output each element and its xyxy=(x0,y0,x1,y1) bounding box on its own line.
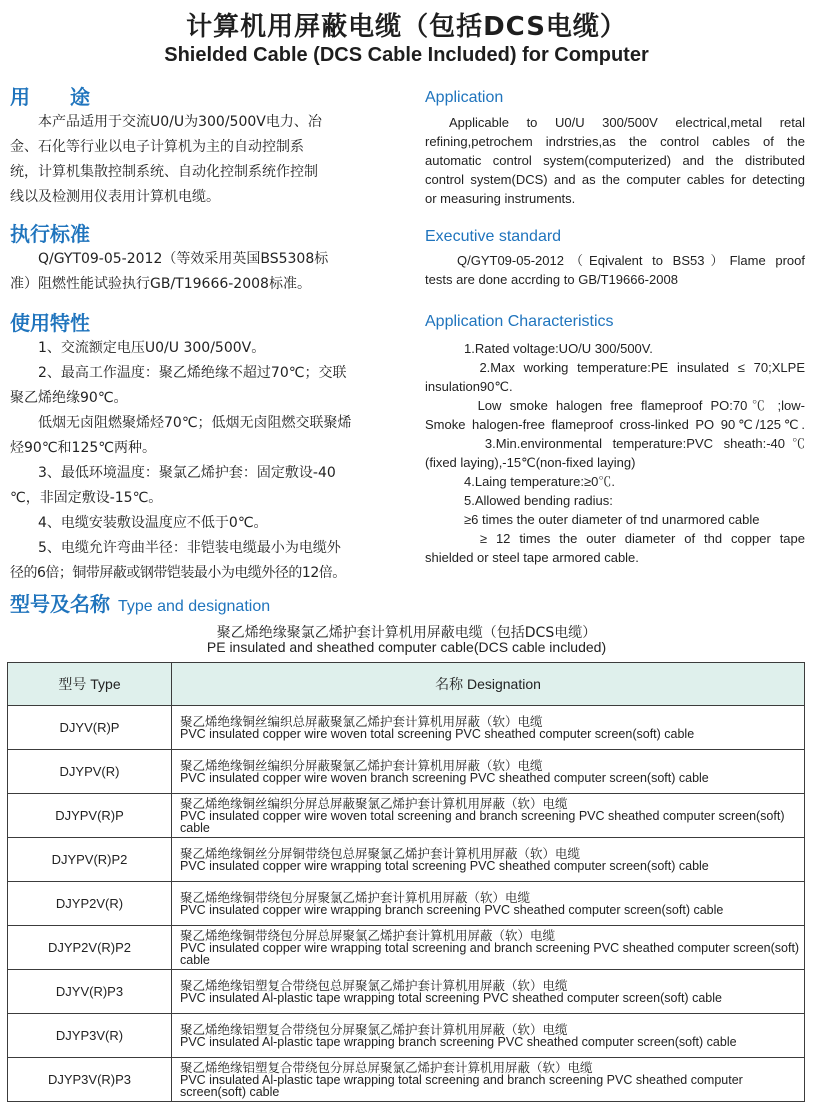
usage-section-cn xyxy=(10,84,390,210)
designation-cn: 聚乙烯绝缘铜丝编织分屏蔽聚氯乙烯护套计算机用屏蔽（软）电缆 xyxy=(180,758,543,773)
text-line: 5.Allowed bending radius: xyxy=(425,493,613,508)
table-caption-cn: 聚乙烯绝缘聚氯乙烯护套计算机用屏蔽电缆（包括DCS电缆） xyxy=(216,625,597,641)
characteristics-section-en xyxy=(425,311,805,567)
table-row xyxy=(8,838,805,882)
type-heading-cn: 型号及名称 xyxy=(10,592,110,616)
model-cell: DJYP3V(R) xyxy=(8,1014,172,1058)
designation-cell xyxy=(172,706,805,750)
text-line: 2.Max working temperature:PE insulated ≤ 70;XLPE xyxy=(425,360,805,375)
standard-heading-en: Executive standard xyxy=(425,228,562,245)
designation-cn: 聚乙烯绝缘铜丝编织分屏总屏蔽聚氯乙烯护套计算机用屏蔽（软）电缆 xyxy=(180,796,568,811)
designation-cell xyxy=(172,794,805,838)
text-line: Q/GYT09-05-2012（等效采用英国BS5308标 xyxy=(10,251,329,267)
designation-cn: 聚乙烯绝缘铜丝编织总屏蔽聚氯乙烯护套计算机用屏蔽（软）电缆 xyxy=(180,714,543,729)
designation-cn: 聚乙烯绝缘铝塑复合带绕包分屏总屏聚氯乙烯护套计算机用屏蔽（软）电缆 xyxy=(180,1060,593,1075)
text-line: ℃，非固定敷设-15℃。 xyxy=(10,490,163,506)
model-cell: DJYP2V(R)P2 xyxy=(8,926,172,970)
text-line: control system(DCS) and as the computer cables for detecting xyxy=(425,172,805,187)
text-line: Low smoke halogen free flameproof PO:70℃ ;low- xyxy=(425,398,805,413)
text-line: insulation90℃. xyxy=(425,379,513,394)
characteristics-text-cn xyxy=(10,336,390,586)
designation-table xyxy=(7,662,805,1102)
text-line: 统，计算机集散控制系统、自动化控制系统作控制 xyxy=(10,164,318,180)
designation-en: PVC insulated copper wire wrapping total screening PVC sheathed computer screen(soft) cable xyxy=(180,858,709,873)
table-row xyxy=(8,970,805,1014)
table-row xyxy=(8,1058,805,1102)
header-model: 型号 Type xyxy=(8,663,172,706)
text-line: automatic control system(computerized) and the distributed xyxy=(425,153,805,168)
type-designation-heading xyxy=(10,588,270,617)
text-line: tests are done accrding to GB/T19666-2008 xyxy=(425,272,678,287)
standard-heading-cn: 执行标准 xyxy=(10,222,90,246)
text-line: ≥6 times the outer diameter of tnd unarmored cable xyxy=(425,512,760,527)
text-line: 4、电缆安装敷设温度应不低于0℃。 xyxy=(10,515,268,531)
model-cell: DJYV(R)P3 xyxy=(8,970,172,1014)
standard-section-cn xyxy=(10,221,390,297)
characteristics-section-cn xyxy=(10,310,390,586)
designation-cell xyxy=(172,970,805,1014)
text-line: Q/GYT09-05-2012（Eqivalent to BS53）Flame proof xyxy=(457,253,805,268)
header-designation: 名称 Designation xyxy=(172,663,805,706)
table-caption-en: PE insulated and sheathed computer cable(DCS cable included) xyxy=(206,639,607,655)
table-row xyxy=(8,750,805,794)
text-line: 线以及检测用仪表用计算机电缆。 xyxy=(10,189,220,205)
text-line: Applicable to U0/U 300/500V electrical,metal retal xyxy=(449,115,805,130)
text-line: Smoke halogen-free flameproof cross-linked PO 90℃/125℃. xyxy=(425,417,805,432)
table-row xyxy=(8,926,805,970)
text-line: 5、电缆允许弯曲半径：非铠装电缆最小为电缆外 xyxy=(10,540,341,556)
designation-cell xyxy=(172,1014,805,1058)
page-title-cn: 计算机用屏蔽电缆（包括DCS电缆） xyxy=(186,12,627,42)
designation-cell xyxy=(172,750,805,794)
designation-en: PVC insulated copper wire wrapping total screening and branch screening PVC sheathed computer screen(soft) cable xyxy=(180,940,800,967)
text-line: 1、交流额定电压U0/U 300/500V。 xyxy=(10,340,266,356)
text-line: or measuring instruments. xyxy=(425,191,576,206)
model-cell: DJYV(R)P xyxy=(8,706,172,750)
page-title-en: Shielded Cable (DCS Cable Included) for Computer xyxy=(164,44,649,66)
text-line: 3、最低环境温度：聚氯乙烯护套：固定敷设-40 xyxy=(10,465,336,481)
standard-text-cn xyxy=(10,247,390,297)
designation-en: PVC insulated copper wire woven total screening and branch screening PVC sheathed computer screen(soft) cable xyxy=(180,808,785,835)
text-line: 本产品适用于交流U0/U为300/500V电力、冶 xyxy=(10,114,322,130)
designation-en: PVC insulated Al-plastic tape wrapping branch screening PVC sheathed computer screen(soft) cable xyxy=(180,1034,737,1049)
table-row xyxy=(8,706,805,750)
table-row xyxy=(8,1014,805,1058)
designation-cell xyxy=(172,838,805,882)
model-cell: DJYP3V(R)P3 xyxy=(8,1058,172,1102)
text-line: 径的6倍；铜带屏蔽或钢带铠装最小为电缆外径的12倍。 xyxy=(10,565,346,581)
designation-en: PVC insulated copper wire wrapping branch screening PVC sheathed computer screen(soft) cable xyxy=(180,902,724,917)
usage-text-en xyxy=(425,113,805,208)
usage-text-cn xyxy=(10,110,390,210)
standard-section-en xyxy=(425,226,805,289)
text-line: 金、石化等行业以电子计算机为主的自动控制系 xyxy=(10,139,304,155)
designation-cn: 聚乙烯绝缘铝塑复合带绕包分屏聚氯乙烯护套计算机用屏蔽（软）电缆 xyxy=(180,1022,568,1037)
text-line: refining,petrochem indrstries,as the control cables of the xyxy=(425,134,805,149)
characteristics-heading-en: Application Characteristics xyxy=(425,313,614,330)
designation-cn: 聚乙烯绝缘铜带绕包分屏总屏聚氯乙烯护套计算机用屏蔽（软）电缆 xyxy=(180,928,556,943)
model-cell: DJYPV(R)P xyxy=(8,794,172,838)
designation-cn: 聚乙烯绝缘铜丝分屏铜带绕包总屏聚氯乙烯护套计算机用屏蔽（软）电缆 xyxy=(180,846,581,861)
text-line: 准）阻燃性能试验执行GB/T19666-2008标准。 xyxy=(10,276,311,292)
designation-en: PVC insulated Al-plastic tape wrapping total screening PVC sheathed computer screen(soft) cable xyxy=(180,990,722,1005)
model-cell: DJYPV(R) xyxy=(8,750,172,794)
designation-cell xyxy=(172,882,805,926)
text-line: ≥ 12 times the outer diameter of thd copper tape xyxy=(425,531,805,546)
designation-en: PVC insulated copper wire woven total screening PVC sheathed computer screen(soft) cable xyxy=(180,726,695,741)
designation-en: PVC insulated copper wire woven branch screening PVC sheathed computer screen(soft) cable xyxy=(180,770,709,785)
model-cell: DJYP2V(R) xyxy=(8,882,172,926)
text-line: (fixed laying),-15℃(non-fixed laying) xyxy=(425,455,636,470)
characteristics-text-en xyxy=(425,339,805,567)
table-row xyxy=(8,794,805,838)
text-line: 2、最高工作温度：聚乙烯绝缘不超过70℃；交联 xyxy=(10,365,347,381)
designation-en: PVC insulated Al-plastic tape wrapping total screening and branch screening PVC sheathed computer screen(soft) cable xyxy=(180,1072,743,1099)
table-header-row xyxy=(8,663,805,706)
characteristics-heading-cn: 使用特性 xyxy=(10,311,90,335)
designation-cn: 聚乙烯绝缘铜带绕包分屏聚氯乙烯护套计算机用屏蔽（软）电缆 xyxy=(180,890,531,905)
text-line: 烃90℃和125℃两种。 xyxy=(10,440,156,456)
text-line: 低烟无卤阻燃聚烯烃70℃；低烟无卤阻燃交联聚烯 xyxy=(10,415,352,431)
designation-cn: 聚乙烯绝缘铝塑复合带绕包总屏聚氯乙烯护套计算机用屏蔽（软）电缆 xyxy=(180,978,568,993)
usage-heading-en: Application xyxy=(425,89,504,106)
table-row xyxy=(8,882,805,926)
usage-heading-cn: 用 途 xyxy=(10,85,90,109)
standard-text-en xyxy=(425,251,805,289)
text-line: 4.Laing temperature:≥0℃. xyxy=(425,474,615,489)
text-line: 3.Min.environmental temperature:PVC sheath:-40℃ xyxy=(425,436,805,451)
designation-cell xyxy=(172,1058,805,1102)
text-line: shielded or steel tape armored cable. xyxy=(425,550,639,565)
usage-section-en xyxy=(425,87,805,208)
model-cell: DJYPV(R)P2 xyxy=(8,838,172,882)
designation-cell xyxy=(172,926,805,970)
text-line: 聚乙烯绝缘90℃。 xyxy=(10,390,128,406)
text-line: 1.Rated voltage:UO/U 300/500V. xyxy=(425,341,653,356)
type-heading-en: Type and designation xyxy=(118,598,271,615)
